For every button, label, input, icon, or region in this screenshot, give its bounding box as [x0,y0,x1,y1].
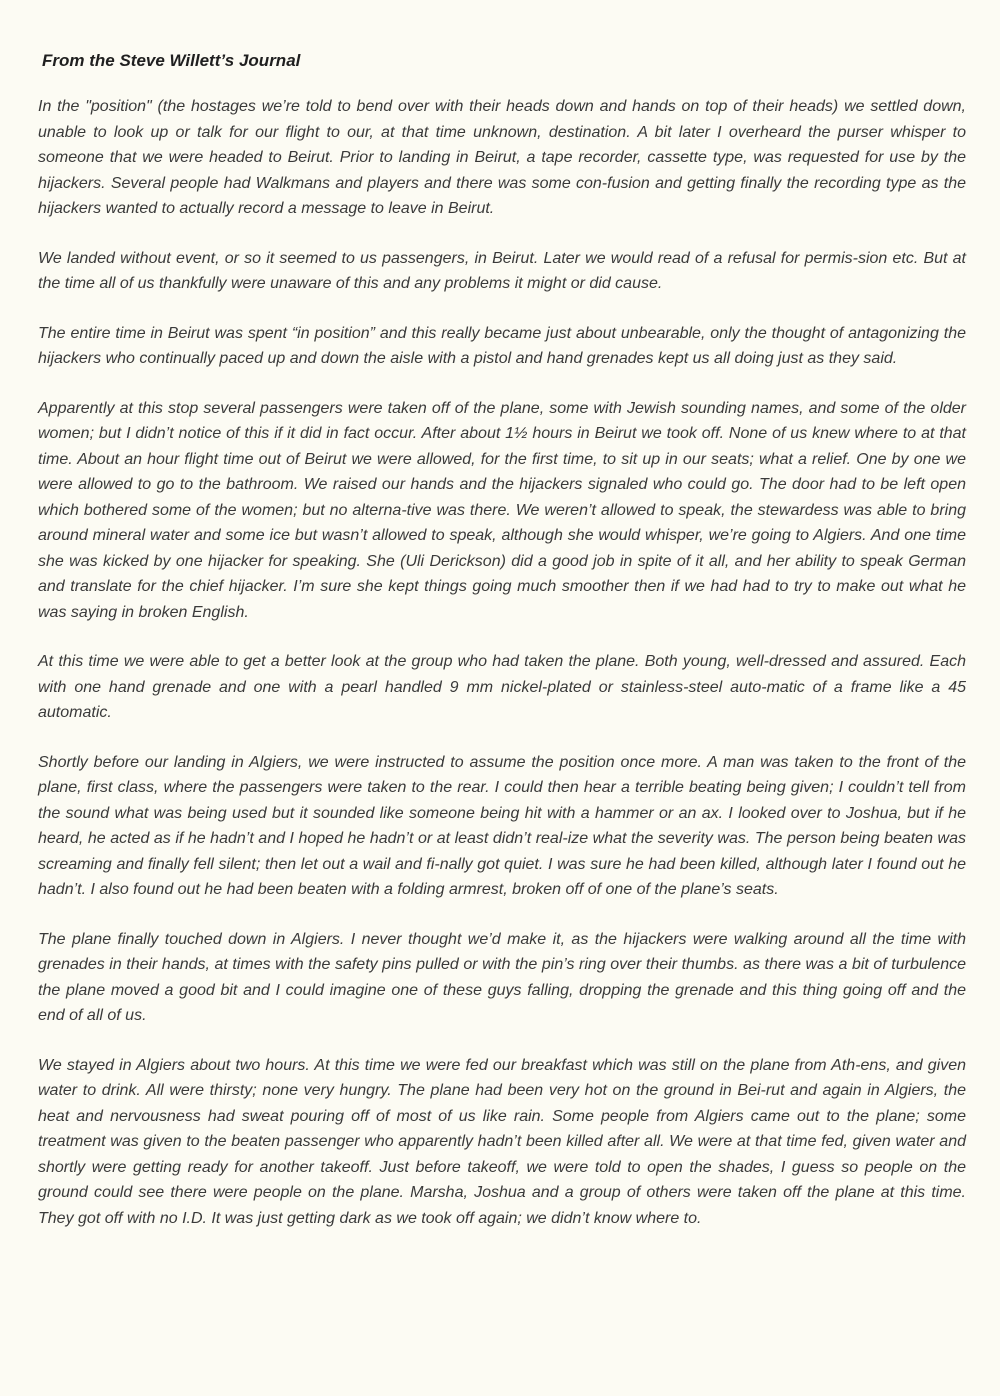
paragraph-8: We stayed in Algiers about two hours. At this time we were fed our breakfast which was still on the plane from Ath-ens, and given water to drink. All were thirsty; none very hungry. The plane had been very hot on the ground in Bei-rut and again in Algiers, the heat and nervousness had sweat pouring off of most of us like rain. Some people from Algiers came out to the plane; some treatment was given to the beaten passenger who apparently hadn’t been killed after all. We were at that time fed, given water and shortly were getting ready for another takeoff. Just before takeoff, we were told to open the shades, I guess so people on the ground could see there were people on the plane. Marsha, Joshua and a group of others were taken off the plane at this time. They got off with no I.D. It was just getting dark as we took off again; we didn’t know where to. [38,1056,966,1227]
paragraph-7: The plane finally touched down in Algiers. I never thought we’d make it, as the hijackers were walking around all the time with grenades in their hands, at times with the safety pins pulled or with the pin’s ring over their thumbs. as there was a bit of turbulence the plane moved a good bit and I could imagine one of these guys falling, dropping the grenade and this thing going off and the end of all of us. [38,930,966,1024]
paragraph-2: We landed without event, or so it seemed to us passengers, in Beirut. Later we would read of a refusal for permis-sion etc. But at the time all of us thankfully were unaware of this and any problems it might or did cause. [38,249,966,292]
paragraph-6: Shortly before our landing in Algiers, we were instructed to assume the position once more. A man was taken to the front of the plane, first class, where the passengers were taken to the rear. I could then hear a terrible beating being given; I couldn’t tell from the sound what was being used but it sounded like someone being hit with a hammer or an ax. I looked over to Joshua, but if he heard, he acted as if he hadn’t and I hoped he hadn’t or at least didn’t real-ize what the severity was. The person being beaten was screaming and finally fell silent; then let out a wail and fi-nally got quiet. I was sure he had been killed, although later I found out he hadn’t. I also found out he had been beaten with a folding armrest, broken off of one of the plane’s seats. [38,753,966,898]
paragraph-3: The entire time in Beirut was spent “in position” and this really became just about unbearable, only the thought of antagonizing the hijackers who continually paced up and down the aisle with a pistol and hand grenades kept us all doing just as they said. [38,324,966,367]
page-title: From the Steve Willett’s Journal [42,51,301,70]
paragraph-4: Apparently at this stop several passengers were taken off of the plane, some with Jewish sounding names, and some of the older women; but I didn’t notice of this if it did in fact occur. After about 1½ hours in Beirut we took off. None of us knew where to at that time. About an hour flight time out of Beirut we were allowed, for the first time, to sit up in our seats; what a relief. One by one we were allowed to go to the bathroom. We raised our hands and the hijackers signaled who could go. The door had to be left open which bothered some of the women; but no alterna-tive was there. We weren’t allowed to speak, the stewardess was able to bring around mineral water and some ice but wasn’t allowed to speak, although she would whisper, we’re going to Algiers. And one time she was kicked by one hijacker for speaking. She (Uli Derickson) did a good job in spite of it all, and her ability to speak German and translate for the chief hijacker. I’m sure she kept things going much smoother then if we had had to try to make out what he was saying in broken English. [38,399,966,621]
paragraph-1: In the "position" (the hostages we’re told to bend over with their heads down and hands on top of their heads) we settled down, unable to look up or talk for our flight to our, at that time unknown, destination. A bit later I overheard the purser whisper to someone that we were headed to Beirut. Prior to landing in Beirut, a tape recorder, cassette type, was requested for use by the hijackers. Several people had Walkmans and players and there was some con-fusion and getting finally the recording type as the hijackers wanted to actually record a message to leave in Beirut. [38,98,966,217]
paragraph-5: At this time we were able to get a better look at the group who had taken the plane. Both young, well-dressed and assured. Each with one hand grenade and one with a pearl handled 9 mm nickel-plated or stainless-steel auto-matic of a frame like a 45 automatic. [38,653,966,721]
